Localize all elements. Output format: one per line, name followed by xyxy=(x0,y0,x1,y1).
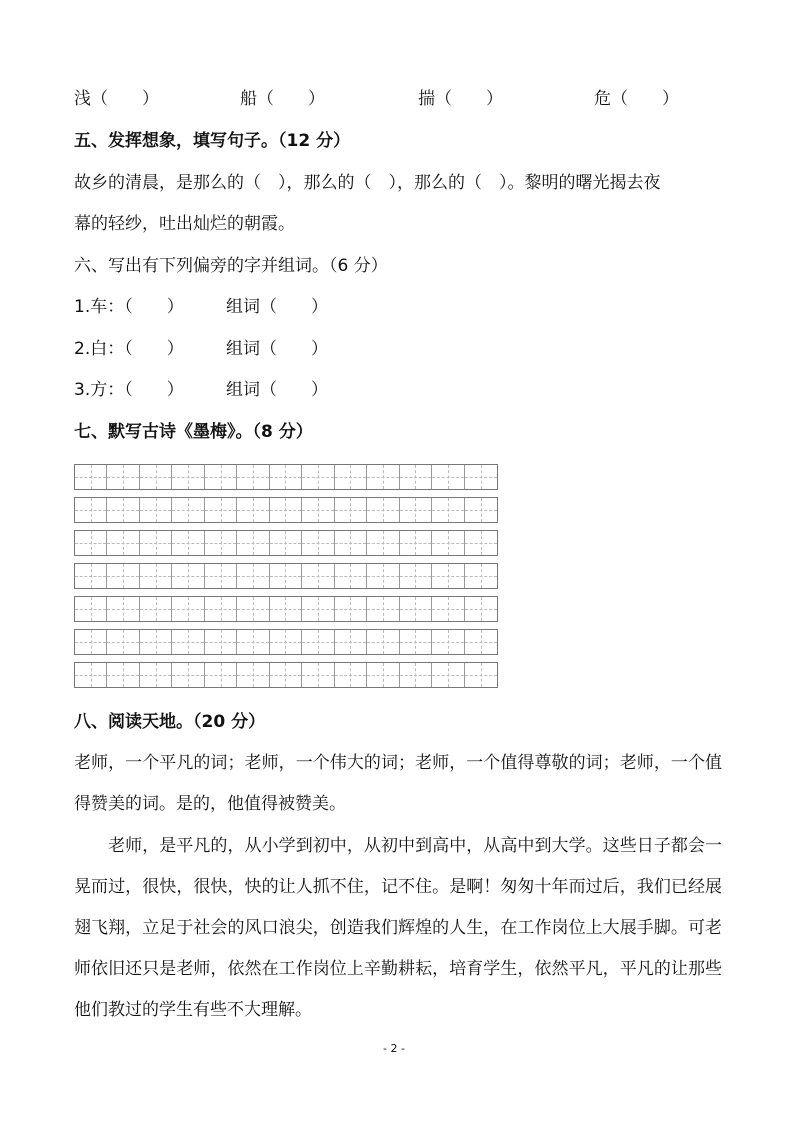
writing-grid-row xyxy=(74,497,498,523)
writing-grid-cell[interactable] xyxy=(367,630,399,654)
writing-grid-cell[interactable] xyxy=(302,597,334,621)
q5-line-1: 故乡的清晨，是那么的（ ），那么的（ ），那么的（ ）。黎明的曙光揭去夜 xyxy=(74,173,661,193)
writing-grid-cell[interactable] xyxy=(237,465,269,489)
writing-grid-row xyxy=(74,596,498,622)
writing-grid-cell[interactable] xyxy=(400,498,432,522)
writing-grid-cell[interactable] xyxy=(432,498,464,522)
writing-grid-cell[interactable] xyxy=(432,597,464,621)
writing-grid-cell[interactable] xyxy=(270,564,302,588)
writing-grid-cell[interactable] xyxy=(107,630,139,654)
writing-grid-cell[interactable] xyxy=(237,564,269,588)
q6-word-1: 组词（ ） xyxy=(226,297,328,317)
writing-grid-cell[interactable] xyxy=(205,498,237,522)
writing-grid-cell[interactable] xyxy=(205,597,237,621)
page-number: - 2 - xyxy=(383,1042,405,1055)
writing-grid-cell[interactable] xyxy=(400,564,432,588)
writing-grid-cell[interactable] xyxy=(432,564,464,588)
writing-grid-cell[interactable] xyxy=(335,531,367,555)
writing-grid-cell[interactable] xyxy=(465,498,497,522)
writing-grid-cell[interactable] xyxy=(172,498,204,522)
writing-grid-cell[interactable] xyxy=(270,597,302,621)
writing-grid-cell[interactable] xyxy=(400,531,432,555)
writing-grid-cell[interactable] xyxy=(270,630,302,654)
writing-grid-row xyxy=(74,530,498,556)
writing-grid-cell[interactable] xyxy=(75,498,107,522)
writing-grid-cell[interactable] xyxy=(400,630,432,654)
writing-grid-cell[interactable] xyxy=(140,597,172,621)
writing-grid-cell[interactable] xyxy=(335,465,367,489)
writing-grid-cell[interactable] xyxy=(237,531,269,555)
writing-grid-cell[interactable] xyxy=(75,564,107,588)
writing-grid-cell[interactable] xyxy=(107,663,139,687)
writing-grid-cell[interactable] xyxy=(367,597,399,621)
writing-grid-cell[interactable] xyxy=(140,564,172,588)
writing-grid-cell[interactable] xyxy=(367,498,399,522)
writing-grid-cell[interactable] xyxy=(107,498,139,522)
writing-grid-cell[interactable] xyxy=(205,663,237,687)
writing-grid-cell[interactable] xyxy=(302,465,334,489)
writing-grid-cell[interactable] xyxy=(172,630,204,654)
writing-grid-cell[interactable] xyxy=(270,531,302,555)
writing-grid-cell[interactable] xyxy=(140,630,172,654)
writing-grid-cell[interactable] xyxy=(172,663,204,687)
writing-grid-cell[interactable] xyxy=(335,630,367,654)
q5-title: 五、发挥想象，填写句子。（12 分） xyxy=(74,131,351,151)
writing-grid-cell[interactable] xyxy=(400,663,432,687)
writing-grid-cell[interactable] xyxy=(75,663,107,687)
q6-title: 六、写出有下列偏旁的字并组词。（6 分） xyxy=(74,256,388,276)
writing-grid-cell[interactable] xyxy=(302,663,334,687)
q6-word-3: 组词（ ） xyxy=(226,380,328,400)
writing-grid-cell[interactable] xyxy=(237,663,269,687)
q4-item-3: 揣（ ） xyxy=(418,89,503,109)
writing-grid-row xyxy=(74,563,498,589)
writing-grid-cell[interactable] xyxy=(465,531,497,555)
writing-grid-cell[interactable] xyxy=(302,564,334,588)
writing-grid-cell[interactable] xyxy=(107,564,139,588)
writing-grid-cell[interactable] xyxy=(432,465,464,489)
writing-grid-cell[interactable] xyxy=(432,531,464,555)
q4-item-1: 浅（ ） xyxy=(74,89,159,109)
writing-grid-cell[interactable] xyxy=(107,465,139,489)
writing-grid-cell[interactable] xyxy=(140,663,172,687)
writing-grid-cell[interactable] xyxy=(465,597,497,621)
writing-grid-cell[interactable] xyxy=(237,597,269,621)
writing-grid-row xyxy=(74,662,498,688)
writing-grid-cell[interactable] xyxy=(465,465,497,489)
writing-grid-cell[interactable] xyxy=(270,465,302,489)
writing-grid-cell[interactable] xyxy=(172,465,204,489)
writing-grid-cell[interactable] xyxy=(432,630,464,654)
q4-item-4: 危（ ） xyxy=(594,89,679,109)
writing-grid-cell[interactable] xyxy=(172,564,204,588)
q6-radical-3: 3.方：（ ） xyxy=(74,380,184,400)
writing-grid-cell[interactable] xyxy=(75,465,107,489)
writing-grid-cell[interactable] xyxy=(75,597,107,621)
writing-grid-cell[interactable] xyxy=(367,564,399,588)
q8-title: 八、阅读天地。（20 分） xyxy=(74,712,266,732)
q8-paragraph-2: 老师，是平凡的，从小学到初中，从初中到高中，从高中到大学。这些日子都会一晃而过，很快，很快，快的让人抓不住，记不住。是啊！匆匆十年而过后，我们已经展翅飞翔，立足于社会的风口浪尖，创造我们辉煌的人生，在工作岗位上大展手脚。可老师依旧还只是老师，依然在工作岗位上辛勤耕耘，培育学生，依然平凡，平凡的让那些他们教过的学生有些不大理解。 xyxy=(74,836,722,1020)
q6-radical-2: 2.白：（ ） xyxy=(74,339,184,359)
writing-grid-cell[interactable] xyxy=(237,630,269,654)
q8-paragraph-1: 老师，一个平凡的词；老师，一个伟大的词；老师，一个值得尊敬的词；老师，一个值得赞美的词。是的，他值得被赞美。 xyxy=(74,753,722,814)
writing-grid-cell[interactable] xyxy=(205,564,237,588)
q4-item-2: 船（ ） xyxy=(240,89,325,109)
writing-grid-cell[interactable] xyxy=(432,663,464,687)
q5-line-2: 幕的轻纱，吐出灿烂的朝霞。 xyxy=(74,214,295,234)
writing-grid-cell[interactable] xyxy=(107,597,139,621)
writing-grid-cell[interactable] xyxy=(140,465,172,489)
writing-grid-cell[interactable] xyxy=(335,498,367,522)
writing-grid-cell[interactable] xyxy=(335,663,367,687)
writing-grid-cell[interactable] xyxy=(205,465,237,489)
writing-grid-cell[interactable] xyxy=(302,498,334,522)
writing-grid-cell[interactable] xyxy=(172,531,204,555)
writing-grid-cell[interactable] xyxy=(335,597,367,621)
writing-grid-cell[interactable] xyxy=(270,498,302,522)
writing-grid-cell[interactable] xyxy=(140,498,172,522)
writing-grid-cell[interactable] xyxy=(465,663,497,687)
writing-grid-cell[interactable] xyxy=(367,663,399,687)
writing-grid-cell[interactable] xyxy=(140,531,172,555)
writing-grid-cell[interactable] xyxy=(367,465,399,489)
writing-grid-cell[interactable] xyxy=(75,531,107,555)
writing-grid-cell[interactable] xyxy=(205,630,237,654)
writing-grid-row xyxy=(74,629,498,655)
writing-grid-cell[interactable] xyxy=(75,630,107,654)
writing-grid-cell[interactable] xyxy=(400,465,432,489)
writing-grid-row xyxy=(74,464,498,490)
writing-grid-cell[interactable] xyxy=(302,531,334,555)
writing-grid-cell[interactable] xyxy=(400,597,432,621)
writing-grid-cell[interactable] xyxy=(302,630,334,654)
writing-grid-cell[interactable] xyxy=(465,630,497,654)
writing-grid-cell[interactable] xyxy=(367,531,399,555)
writing-grid-cell[interactable] xyxy=(270,663,302,687)
writing-grid-cell[interactable] xyxy=(335,564,367,588)
q7-title: 七、默写古诗《墨梅》。（8 分） xyxy=(74,422,313,442)
writing-grid-cell[interactable] xyxy=(172,597,204,621)
writing-grid-cell[interactable] xyxy=(237,498,269,522)
writing-grid-cell[interactable] xyxy=(465,564,497,588)
q6-radical-1: 1.车：（ ） xyxy=(74,297,184,317)
writing-grid-cell[interactable] xyxy=(107,531,139,555)
q6-word-2: 组词（ ） xyxy=(226,339,328,359)
writing-grid-cell[interactable] xyxy=(205,531,237,555)
writing-grid xyxy=(74,464,498,695)
